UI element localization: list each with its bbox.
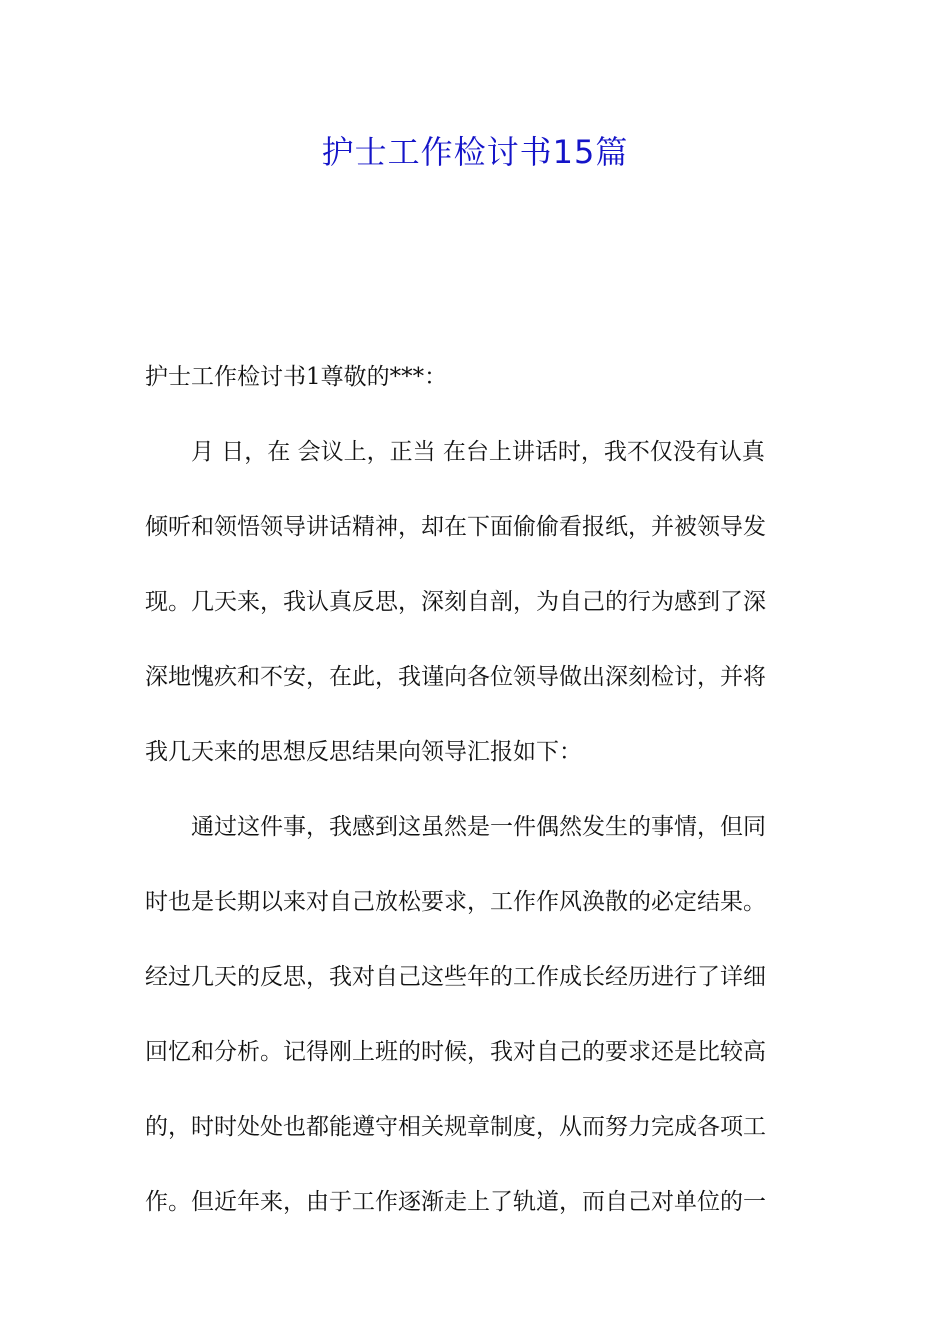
- salutation-line: [145, 340, 807, 415]
- text-line: 现。几天来，我认真反思，深刻自剖，为自己的行为感到了深: [145, 589, 766, 615]
- document-body: [145, 340, 807, 1240]
- paragraph-2: [145, 790, 807, 1240]
- text-line: 经过几天的反思，我对自己这些年的工作成长经历进行了详细: [145, 964, 766, 990]
- document-title: 护士工作检讨书15篇: [321, 133, 629, 171]
- text-line: 倾听和领悟领导讲话精神，却在下面偷偷看报纸，并被领导发: [145, 514, 766, 540]
- paragraph-1: [145, 415, 807, 790]
- text-line: 护士工作检讨书1尊敬的***：: [145, 364, 448, 390]
- text-line: 的，时时处处也都能遵守相关规章制度，从而努力完成各项工: [145, 1114, 766, 1140]
- text-line: 作。但近年来，由于工作逐渐走上了轨道，而自己对单位的一: [145, 1189, 766, 1215]
- text-line: 时也是长期以来对自己放松要求，工作作风涣散的必定结果。: [145, 889, 766, 915]
- text-line: 我几天来的思想反思结果向领导汇报如下：: [145, 739, 582, 765]
- text-line: 回忆和分析。记得刚上班的时候，我对自己的要求还是比较高: [145, 1039, 766, 1065]
- text-line: 通过这件事，我感到这虽然是一件偶然发生的事情，但同: [191, 814, 766, 840]
- text-line: 深地愧疚和不安，在此，我谨向各位领导做出深刻检讨，并将: [145, 664, 766, 690]
- text-line: 月 日，在 会议上，正当 在台上讲话时，我不仅没有认真: [191, 439, 765, 465]
